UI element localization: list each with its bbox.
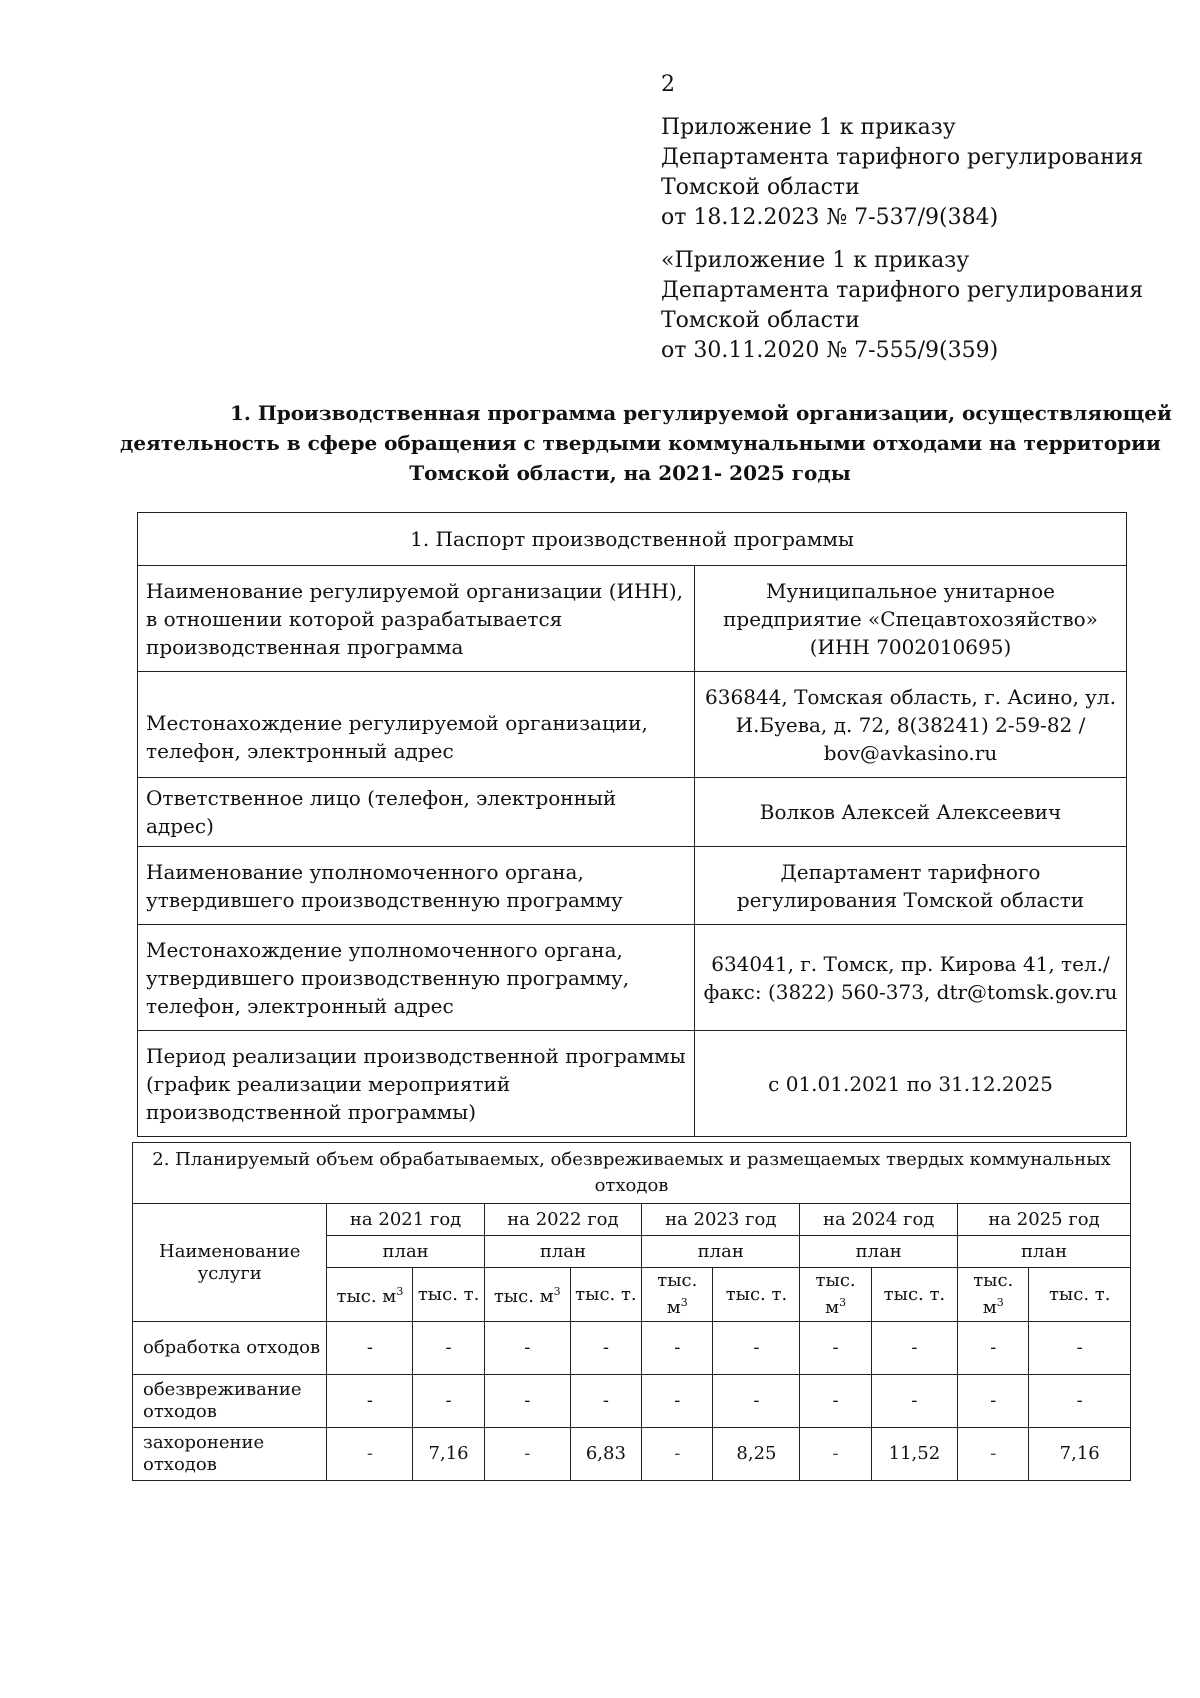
passport-label: Ответственное лицо (телефон, электронный адрес)	[138, 778, 695, 847]
appendix-line: от 18.12.2023 № 7-537/9(384)	[661, 205, 999, 230]
table-row	[133, 1322, 1131, 1375]
plan-header: план	[642, 1236, 800, 1268]
unit-t: тыс. т.	[413, 1268, 484, 1322]
unit-m3: тыс. $м^3$	[642, 1268, 713, 1322]
passport-value: 636844, Томская область, г. Асино, ул. И.Буева, д. 72, 8(38241) 2-59-82 / bov@avkasino.ru	[695, 672, 1127, 778]
plan-header: план	[800, 1236, 958, 1268]
section-heading	[120, 398, 1172, 488]
year-header: на 2023 год	[642, 1204, 800, 1236]
unit-m3: тыс. $м^3$	[484, 1268, 570, 1322]
table-row	[138, 778, 1127, 847]
passport-value: с 01.01.2021 по 31.12.2025	[695, 1031, 1127, 1137]
year-header: на 2021 год	[327, 1204, 484, 1236]
cell-value: -	[958, 1322, 1029, 1375]
passport-value: Муниципальное унитарное предприятие «Спецавтохозяйство» (ИНН 7002010695)	[695, 566, 1127, 672]
unit-t: тыс. т.	[1029, 1268, 1131, 1322]
table-row	[138, 925, 1127, 1031]
cell-value: -	[484, 1428, 570, 1481]
heading-line: Томской области, на 2021- 2025 годы	[409, 461, 851, 485]
cell-value: -	[1029, 1375, 1131, 1428]
cell-value: -	[484, 1322, 570, 1375]
cell-value: 6,83	[570, 1428, 641, 1481]
cell-value: 7,16	[413, 1428, 484, 1481]
table-row	[138, 566, 1127, 672]
table-row	[138, 672, 1127, 778]
volume-title: 2. Планируемый объем обрабатываемых, обезвреживаемых и размещаемых твердых коммунальных отходов	[133, 1143, 1131, 1204]
service-header: Наименование услуги	[133, 1204, 327, 1322]
service-name: обезвреживание отходов	[133, 1375, 327, 1428]
appendix-current	[661, 113, 1143, 233]
passport-table	[137, 512, 1127, 1137]
unit-t: тыс. т.	[570, 1268, 641, 1322]
passport-label: Наименование уполномоченного органа, утвердившего производственную программу	[138, 847, 695, 925]
appendix-line: «Приложение 1 к приказу	[661, 248, 970, 273]
plan-header: план	[958, 1236, 1131, 1268]
heading-line: 1. Производственная программа регулируемой организации, осуществляющей	[230, 401, 1172, 425]
unit-t: тыс. т.	[871, 1268, 957, 1322]
cell-value: -	[800, 1428, 871, 1481]
passport-value: 634041, г. Томск, пр. Кирова 41, тел./факс: (3822) 560-373, dtr@tomsk.gov.ru	[695, 925, 1127, 1031]
table-row	[133, 1375, 1131, 1428]
cell-value: -	[1029, 1322, 1131, 1375]
cell-value: -	[642, 1322, 713, 1375]
cell-value: -	[871, 1322, 957, 1375]
appendix-previous	[661, 246, 1143, 366]
cell-value: -	[713, 1322, 800, 1375]
cell-value: 8,25	[713, 1428, 800, 1481]
appendix-line: Томской области	[661, 308, 860, 333]
appendix-line: Департамента тарифного регулирования	[661, 145, 1144, 170]
table-row	[138, 1031, 1127, 1137]
cell-value: -	[642, 1375, 713, 1428]
cell-value: -	[642, 1428, 713, 1481]
cell-value: -	[570, 1375, 641, 1428]
cell-value: -	[484, 1375, 570, 1428]
cell-value: -	[800, 1322, 871, 1375]
passport-label: Местонахождение уполномоченного органа, утвердившего производственную программу, телефон, электронный адрес	[138, 925, 695, 1031]
cell-value: 7,16	[1029, 1428, 1131, 1481]
table-row	[133, 1428, 1131, 1481]
passport-label: Наименование регулируемой организации (ИНН), в отношении которой разрабатывается производственная программа	[138, 566, 695, 672]
appendix-line: Приложение 1 к приказу	[661, 115, 956, 140]
year-header: на 2025 год	[958, 1204, 1131, 1236]
appendix-line: Томской области	[661, 175, 860, 200]
unit-m3: тыс. $м^3$	[958, 1268, 1029, 1322]
cell-value: -	[958, 1375, 1029, 1428]
appendix-line: Департамента тарифного регулирования	[661, 278, 1144, 303]
cell-value: -	[413, 1322, 484, 1375]
cell-value: -	[327, 1428, 413, 1481]
service-name: захоронение отходов	[133, 1428, 327, 1481]
unit-m3: тыс. $м^3$	[800, 1268, 871, 1322]
passport-title-row	[138, 513, 1127, 566]
passport-value: Департамент тарифного регулирования Томской области	[695, 847, 1127, 925]
cell-value: -	[413, 1375, 484, 1428]
cell-value: -	[800, 1375, 871, 1428]
plan-header: план	[484, 1236, 641, 1268]
table-row	[138, 847, 1127, 925]
appendix-line: от 30.11.2020 № 7-555/9(359)	[661, 338, 999, 363]
year-header: на 2022 год	[484, 1204, 641, 1236]
passport-label: Период реализации производственной программы (график реализации мероприятий производственной программы)	[138, 1031, 695, 1137]
passport-label: Местонахождение регулируемой организации, телефон, электронный адрес	[138, 672, 695, 778]
passport-value: Волков Алексей Алексеевич	[695, 778, 1127, 847]
cell-value: 11,52	[871, 1428, 957, 1481]
cell-value: -	[871, 1375, 957, 1428]
volume-table	[132, 1142, 1131, 1481]
cell-value: -	[713, 1375, 800, 1428]
cell-value: -	[327, 1375, 413, 1428]
page-number: 2	[661, 72, 675, 97]
plan-header: план	[327, 1236, 484, 1268]
unit-t: тыс. т.	[713, 1268, 800, 1322]
service-name: обработка отходов	[133, 1322, 327, 1375]
unit-m3: тыс. $м^3$	[327, 1268, 413, 1322]
cell-value: -	[958, 1428, 1029, 1481]
passport-title: 1. Паспорт производственной программы	[138, 513, 1127, 566]
cell-value: -	[570, 1322, 641, 1375]
heading-line: деятельность в сфере обращения с твердыми коммунальными отходами на территории	[120, 431, 1161, 455]
year-header: на 2024 год	[800, 1204, 958, 1236]
cell-value: -	[327, 1322, 413, 1375]
